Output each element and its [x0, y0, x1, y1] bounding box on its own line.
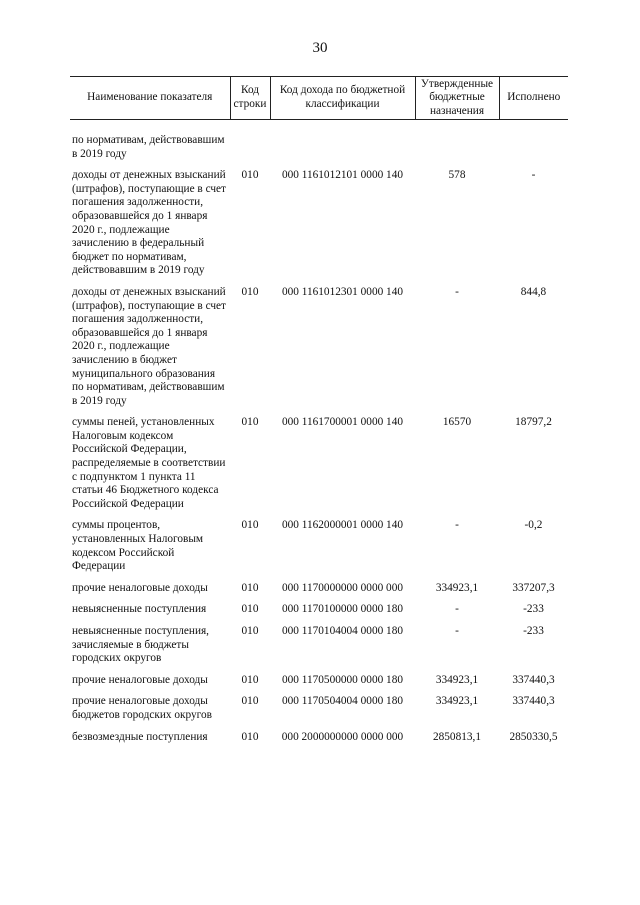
row-exec: -233 — [523, 603, 544, 616]
row-code — [230, 120, 270, 170]
row-kbk: 000 1170500000 0000 180 — [281, 673, 404, 686]
table-body — [70, 120, 568, 753]
header-name: Наименование показателя — [70, 77, 230, 120]
page-number: 30 — [312, 40, 328, 56]
table-row — [70, 519, 568, 581]
row-plan: - — [455, 625, 459, 637]
row-exec: 844,8 — [520, 285, 547, 298]
table-row — [70, 416, 568, 519]
row-exec: 337440,3 — [512, 673, 555, 686]
row-plan — [415, 120, 499, 170]
header-kbk: Код дохода по бюджетной классификации — [270, 77, 415, 120]
row-code: 010 — [241, 695, 259, 708]
row-exec: 2850330,5 — [509, 730, 558, 743]
header-code: Код строки — [230, 77, 270, 120]
row-name: прочие неналоговые доходы — [72, 673, 208, 686]
row-code: 010 — [241, 416, 259, 429]
row-kbk: 000 1162000001 0000 140 — [281, 519, 404, 532]
row-code: 010 — [241, 581, 259, 594]
row-code: 010 — [241, 603, 259, 616]
row-name: суммы пеней, установленных Налоговым кодексом Российской Федерации, распределяемые в соответствии с подпунктом 1 пункта 11 статьи 46 Бюджетного кодекса Российской Федерации — [72, 416, 226, 510]
row-name: безвозмездные поступления — [72, 730, 208, 743]
row-plan: 334923,1 — [435, 673, 479, 686]
row-name: по нормативам, действовавшим в 2019 году — [72, 134, 225, 160]
row-kbk: 000 1170100000 0000 180 — [281, 603, 404, 616]
row-kbk: 000 1161012101 0000 140 — [281, 169, 404, 182]
row-name: прочие неналоговые доходы бюджетов городских округов — [72, 695, 212, 721]
row-kbk: 000 1170504004 0000 180 — [281, 695, 404, 708]
row-kbk: 000 1161012301 0000 140 — [281, 285, 404, 298]
header-plan: Утвержденные бюджетные назначения — [415, 77, 499, 120]
row-code: 010 — [241, 625, 259, 637]
row-name: невыясненные поступления, зачисляемые в бюджеты городских округов — [72, 625, 210, 665]
header-row — [70, 77, 568, 120]
row-plan: - — [455, 519, 459, 532]
table-row — [70, 169, 568, 286]
table-header — [70, 77, 568, 120]
table-row — [70, 286, 568, 416]
row-code: 010 — [241, 730, 259, 743]
row-exec: - — [531, 169, 536, 182]
budget-table — [70, 76, 568, 752]
row-exec — [499, 120, 568, 170]
row-kbk — [270, 120, 415, 170]
row-name: невыясненные поступления — [72, 603, 207, 616]
table-row — [70, 695, 568, 730]
table-row — [70, 120, 568, 170]
row-code: 010 — [241, 673, 259, 686]
row-code: 010 — [241, 169, 259, 182]
row-exec: -0,2 — [524, 519, 543, 532]
row-exec: 337440,3 — [512, 695, 555, 708]
row-plan: - — [455, 285, 459, 298]
row-plan: - — [455, 603, 459, 616]
row-code: 010 — [241, 519, 259, 532]
row-name: суммы процентов, установленных Налоговым кодексом Российской Федерации — [72, 519, 204, 573]
table-row — [70, 731, 568, 753]
header-exec: Исполнено — [499, 77, 568, 120]
row-plan: 2850813,1 — [432, 730, 481, 743]
row-kbk: 000 1161700001 0000 140 — [281, 416, 404, 429]
row-name: прочие неналоговые доходы — [72, 581, 208, 594]
row-code: 010 — [241, 285, 259, 298]
row-exec: 18797,2 — [515, 416, 552, 429]
row-plan: 16570 — [442, 416, 472, 429]
table-row — [70, 625, 568, 674]
row-plan: 334923,1 — [435, 581, 479, 594]
row-plan: 334923,1 — [435, 695, 479, 708]
row-kbk: 000 1170104004 0000 180 — [281, 625, 404, 637]
row-name: доходы от денежных взысканий (штрафов), поступающие в счет погашения задолженности, образовавшейся до 1 января 2020 г., подлежащие зачислению в федеральный бюджет по нормативам, действовавшим в 2019 году — [72, 169, 226, 277]
row-kbk: 000 1170000000 0000 000 — [281, 581, 404, 594]
table-row — [70, 582, 568, 604]
table-row — [70, 674, 568, 696]
row-kbk: 000 2000000000 0000 000 — [281, 730, 404, 743]
table-row — [70, 603, 568, 625]
row-name: доходы от денежных взысканий (штрафов), поступающие в счет погашения задолженности, образовавшейся до 1 января 2020 г., подлежащие зачислению в бюджет муниципального образования по нормативам, действовавшим в 2019 году — [72, 285, 226, 407]
row-plan: 578 — [448, 169, 466, 182]
row-exec: -233 — [523, 625, 544, 637]
row-exec: 337207,3 — [512, 581, 555, 594]
